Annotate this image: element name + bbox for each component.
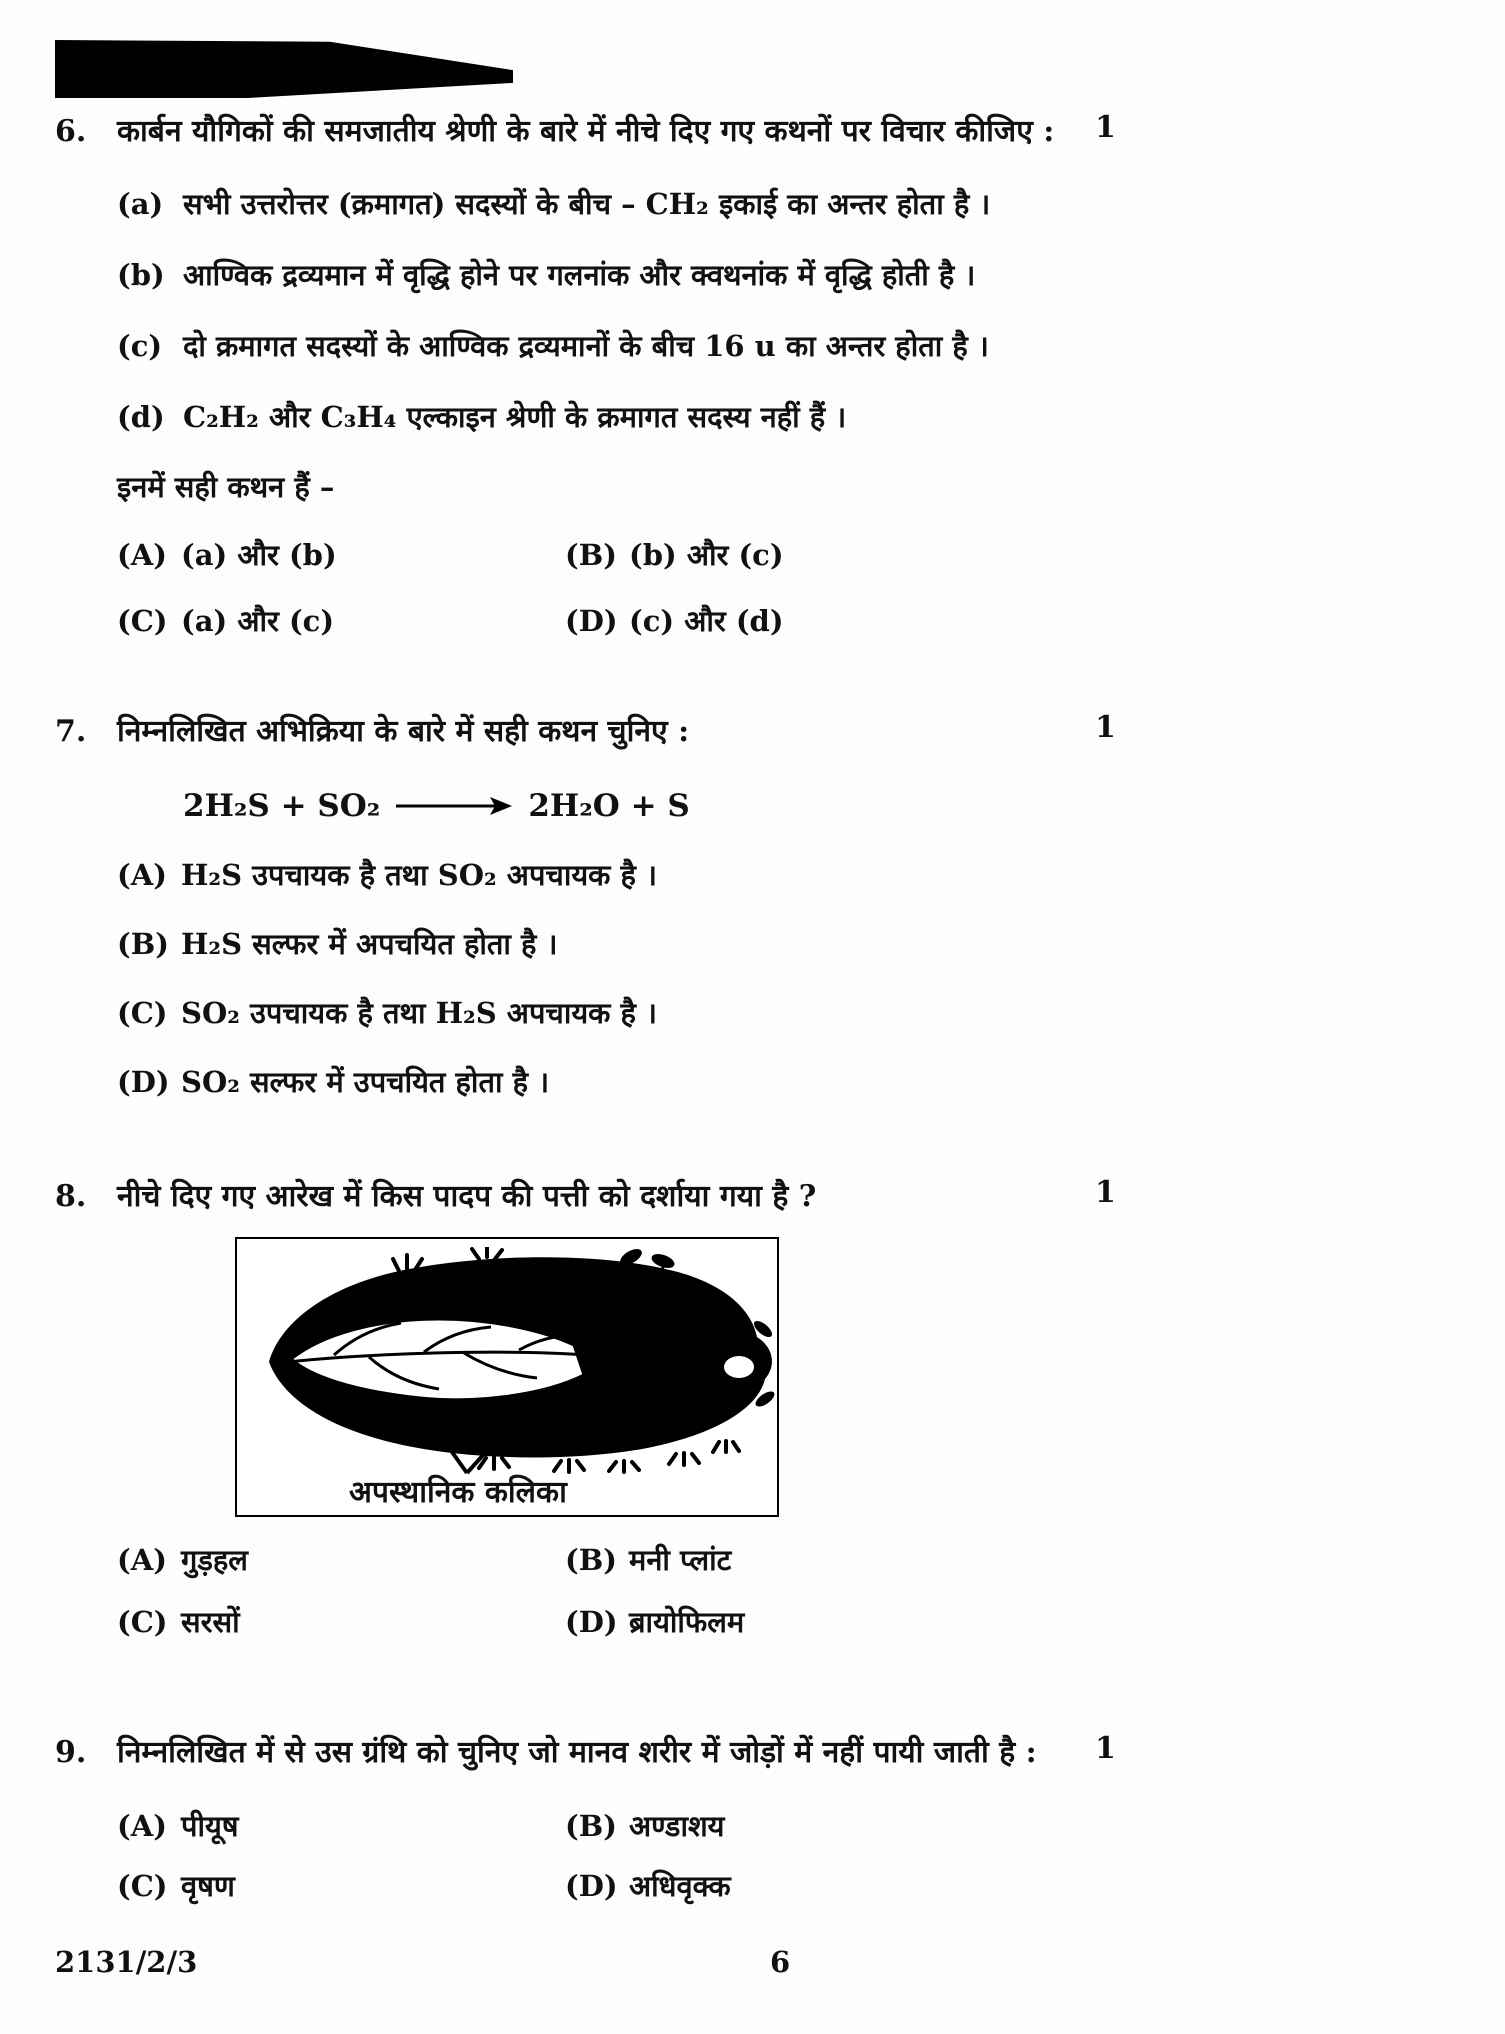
option-b bbox=[565, 1805, 1505, 1847]
option-label: (D) bbox=[117, 1065, 170, 1099]
option-a bbox=[117, 1539, 565, 1581]
option-label: (A) bbox=[117, 1543, 167, 1577]
statement-b bbox=[117, 254, 1505, 296]
question-6 bbox=[55, 110, 1505, 642]
statement-text-post: । bbox=[825, 400, 847, 434]
statement-c bbox=[117, 325, 1505, 367]
option-label: (D) bbox=[565, 1869, 618, 1903]
question-number: 9. bbox=[55, 1735, 87, 1770]
option-text: H₂S सल्फर में अपचयित होता है । bbox=[181, 927, 558, 961]
question-7 bbox=[55, 710, 1505, 1103]
question-text-bold: नहीं bbox=[822, 1735, 864, 1770]
option-text: SO₂ उपचायक है तथा H₂S अपचायक है । bbox=[181, 996, 658, 1030]
paper-code: 2131/2/3 bbox=[55, 1945, 198, 1979]
equation-rhs: 2H₂O + S bbox=[528, 788, 690, 824]
page-number: 6 bbox=[770, 1945, 791, 1979]
option-text: गुड़हल bbox=[181, 1543, 248, 1577]
question-9 bbox=[55, 1731, 1505, 1907]
marks-value: 1 bbox=[1095, 110, 1116, 145]
question-prompt: इनमें सही कथन हैं – bbox=[117, 470, 335, 504]
option-label: (A) bbox=[117, 538, 167, 572]
option-text: अण्डाशय bbox=[629, 1809, 725, 1843]
question-text: नीचे दिए गए आरेख में किस पादप की पत्ती को दर्शाया गया है ? bbox=[117, 1179, 817, 1214]
statement-label: (d) bbox=[117, 400, 165, 434]
option-text: (a) और (c) bbox=[181, 604, 335, 638]
option-label: (C) bbox=[117, 996, 168, 1030]
question-number: 6. bbox=[55, 114, 87, 149]
option-d bbox=[565, 1601, 1505, 1643]
option-label: (D) bbox=[565, 1605, 618, 1639]
option-label: (B) bbox=[565, 538, 617, 572]
option-d bbox=[565, 1865, 1505, 1907]
option-text: H₂S उपचायक है तथा SO₂ अपचायक है । bbox=[181, 858, 658, 892]
option-label: (C) bbox=[117, 1605, 168, 1639]
option-text: सरसों bbox=[181, 1605, 240, 1639]
option-b bbox=[117, 923, 1505, 965]
option-label: (A) bbox=[117, 1809, 167, 1843]
option-c bbox=[117, 1601, 565, 1643]
statement-text: दो क्रमागत सदस्यों के आण्विक द्रव्यमानों के बीच 16 u का अन्तर होता है । bbox=[183, 329, 989, 363]
option-label: (B) bbox=[565, 1809, 617, 1843]
statement-label: (c) bbox=[117, 329, 163, 363]
option-d bbox=[565, 600, 1505, 642]
question-number: 8. bbox=[55, 1179, 87, 1214]
question-8 bbox=[55, 1175, 1505, 1643]
option-text: ब्रायोफिलम bbox=[629, 1605, 745, 1639]
option-text: वृषण bbox=[181, 1869, 235, 1903]
statement-label: (a) bbox=[117, 187, 164, 221]
options-list bbox=[117, 854, 1505, 1103]
option-text: अधिवृक्क bbox=[629, 1869, 731, 1903]
question-text bbox=[117, 1731, 1037, 1775]
option-c bbox=[117, 992, 1505, 1034]
reaction-equation bbox=[183, 784, 1505, 828]
marks-value: 1 bbox=[1095, 1175, 1116, 1210]
option-a bbox=[117, 1805, 565, 1847]
option-label: (A) bbox=[117, 858, 167, 892]
options-grid bbox=[117, 1805, 1505, 1907]
statement-text: आण्विक द्रव्यमान में वृद्धि होने पर गलनांक और क्वथनांक में वृद्धि होती है । bbox=[183, 258, 976, 292]
page-footer bbox=[55, 1945, 1505, 1989]
bryophyllum-leaf-diagram bbox=[239, 1247, 775, 1475]
question-7-head bbox=[55, 710, 1505, 754]
option-text: (b) और (c) bbox=[629, 538, 784, 572]
option-label: (B) bbox=[565, 1543, 617, 1577]
option-d bbox=[117, 1061, 1505, 1103]
option-a bbox=[117, 854, 1505, 896]
options-grid bbox=[117, 1539, 1505, 1643]
option-text: (c) और (d) bbox=[629, 604, 784, 638]
statement-text-bold: नहीं हैं bbox=[760, 400, 826, 434]
question-text: कार्बन यौगिकों की समजातीय श्रेणी के बारे में नीचे दिए गए कथनों पर विचार कीजिए : bbox=[117, 114, 1055, 149]
option-b bbox=[565, 1539, 1505, 1581]
option-label: (C) bbox=[117, 1869, 168, 1903]
marks-value: 1 bbox=[1095, 1731, 1116, 1766]
question-8-head bbox=[55, 1175, 1505, 1219]
option-b bbox=[565, 534, 1505, 576]
reaction-arrow-icon bbox=[394, 795, 514, 817]
option-label: (C) bbox=[117, 604, 168, 638]
question-text: निम्नलिखित अभिक्रिया के बारे में सही कथन चुनिए : bbox=[117, 714, 690, 749]
question-text-pre: निम्नलिखित में से उस ग्रंथि को चुनिए जो मानव शरीर में जोड़ों में bbox=[117, 1735, 823, 1770]
question-number: 7. bbox=[55, 714, 87, 749]
option-c bbox=[117, 600, 565, 642]
statement-text: सभी उत्तरोत्तर (क्रमागत) सदस्यों के बीच – CH₂ इकाई का अन्तर होता है । bbox=[183, 187, 991, 221]
figure-caption: अपस्थानिक कलिका bbox=[349, 1475, 567, 1510]
leaf-figure bbox=[235, 1237, 779, 1517]
option-text: पीयूष bbox=[181, 1809, 239, 1843]
question-text-post: पायी जाती है : bbox=[863, 1735, 1037, 1770]
statement-a bbox=[117, 183, 1505, 225]
option-a bbox=[117, 534, 565, 576]
option-text: मनी प्लांट bbox=[629, 1543, 732, 1577]
option-c bbox=[117, 1865, 565, 1907]
option-text: SO₂ सल्फर में उपचयित होता है । bbox=[181, 1065, 550, 1099]
statement-text-pre: C₂H₂ और C₃H₄ एल्काइन श्रेणी के क्रमागत सदस्य bbox=[183, 400, 761, 434]
option-label: (B) bbox=[117, 927, 169, 961]
statement-label: (b) bbox=[117, 258, 165, 292]
question-9-head bbox=[55, 1731, 1505, 1775]
question-6-head bbox=[55, 110, 1505, 154]
scan-artifact bbox=[55, 40, 513, 98]
statement-text bbox=[183, 396, 846, 438]
statement-d bbox=[117, 396, 1505, 438]
options-grid bbox=[117, 534, 1505, 642]
option-label: (D) bbox=[565, 604, 618, 638]
marks-value: 1 bbox=[1095, 710, 1116, 745]
option-text: (a) और (b) bbox=[181, 538, 337, 572]
equation-lhs: 2H₂S + SO₂ bbox=[183, 788, 381, 824]
